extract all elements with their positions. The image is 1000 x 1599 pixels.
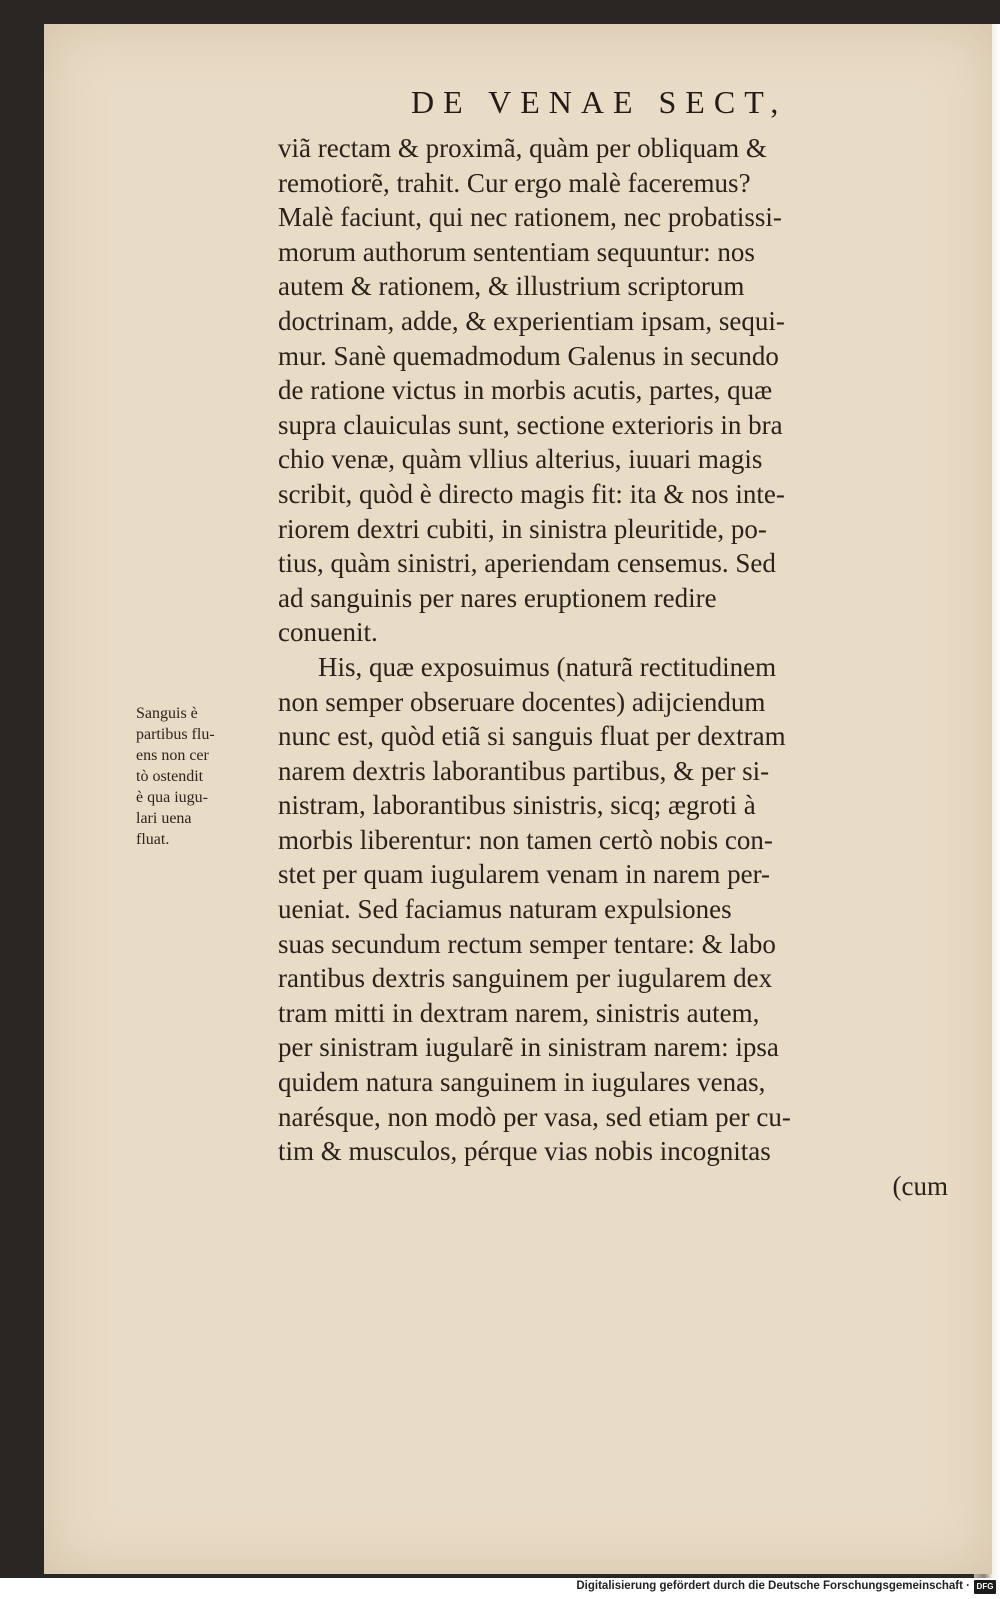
marginal-note-line: partibus flu- (136, 726, 215, 743)
text-line: stet per quam iugularem venam in narem per- (278, 859, 771, 890)
text-line: narésque, non modò per vasa, sed etiam per cu- (278, 1101, 791, 1132)
marginal-note-line: Sanguis è (136, 705, 198, 722)
text-line: tim & musculos, pérque vias nobis incognitas (278, 1136, 771, 1167)
text-line: per sinistram iugularẽ in sinistram narem: ipsa (278, 1032, 779, 1063)
body-text (278, 131, 958, 1203)
text-line: conuenit. (278, 617, 378, 648)
text-line: rantibus dextris sanguinem per iugularem dex (278, 963, 773, 994)
text-line: narem dextris laborantibus partibus, & per si- (278, 755, 770, 786)
text-line: de ratione victus in morbis acutis, partes, quæ (278, 375, 773, 406)
text-line: nunc est, quòd etiã si sanguis fluat per dextram (278, 721, 786, 752)
marginal-note-line: lari uena (136, 810, 192, 827)
text-line: Malè faciunt, qui nec rationem, nec probatissi- (278, 202, 782, 233)
dfg-logo: DFG (974, 1580, 996, 1594)
text-line: nistram, laborantibus sinistris, sicq; ægroti à (278, 790, 756, 821)
funding-credit: Digitalisierung gefördert durch die Deutsche Forschungsgemeinschaft · (576, 1580, 970, 1592)
footer-bar (0, 1578, 1000, 1599)
marginal-note-line: tò ostendit (136, 768, 204, 785)
marginal-note-line: è qua iugu- (136, 789, 208, 806)
catchword: (cum (892, 1170, 948, 1201)
paragraph-start-line: His, quæ exposuimus (naturã rectitudinem (318, 651, 777, 682)
text-line: tius, quàm sinistri, aperiendam censemus. Sed (278, 548, 776, 579)
text-line: tram mitti in dextram narem, sinistris autem, (278, 997, 760, 1028)
text-line: viã rectam & proximã, quàm per obliquam & (278, 133, 767, 163)
text-line: suas secundum rectum semper tentare: & labo (278, 928, 776, 959)
text-line: ueniat. Sed faciamus naturam expulsiones (278, 894, 732, 925)
text-line: supra clauiculas sunt, sectione exterioris in bra (278, 409, 783, 440)
text-line: riorem dextri cubiti, in sinistra pleuritide, po- (278, 513, 767, 544)
marginal-note-line: ens non cer (136, 747, 209, 764)
text-line: chio venæ, quàm vllius alterius, iuuari magis (278, 444, 763, 475)
text-line: autem & rationem, & illustrium scriptorum (278, 271, 745, 302)
text-line: remotiorẽ, trahit. Cur ergo malè faceremus? (278, 167, 751, 198)
text-line: scribit, quòd è directo magis fit: ita & nos inte- (278, 478, 785, 509)
text-line: morbis liberentur: non tamen certò nobis con- (278, 824, 773, 855)
marginal-note-line: fluat. (136, 831, 170, 848)
text-line: non semper obseruare docentes) adijciendum (278, 686, 766, 717)
text-line: doctrinam, adde, & experientiam ipsam, sequi- (278, 305, 785, 336)
running-head: DE VENAE SECT, (411, 84, 788, 120)
marginal-note (136, 703, 266, 850)
text-line: morum authorum sententiam sequuntur: nos (278, 236, 755, 267)
text-line: quidem natura sanguinem in iugulares venas, (278, 1067, 766, 1098)
text-line: mur. Sanè quemadmodum Galenus in secundo (278, 340, 779, 371)
text-line: ad sanguinis per nares eruptionem redire (278, 582, 717, 613)
